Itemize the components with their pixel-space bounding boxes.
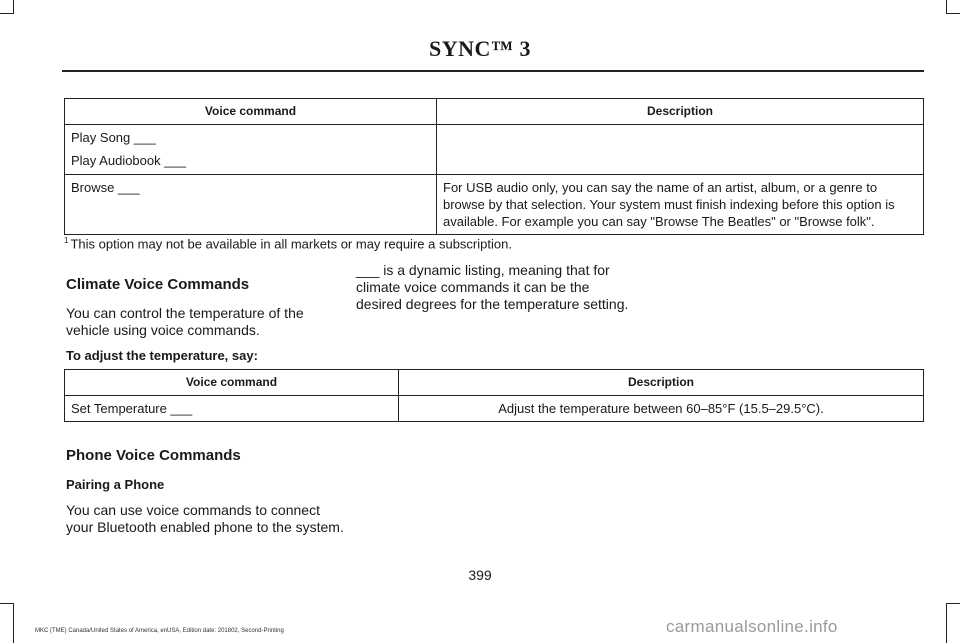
edition-footer: MKC (TME) Canada/United States of America, enUSA, Edition date: 201802, Second-Printing (35, 628, 284, 634)
header-divider (62, 70, 924, 72)
subheading-pairing-phone: Pairing a Phone (66, 477, 165, 492)
section-heading-climate: Climate Voice Commands (66, 276, 250, 293)
crop-mark-top-right (946, 0, 960, 14)
crop-mark-bottom-right (946, 603, 960, 643)
climate-intro (66, 305, 304, 339)
voice-commands-table (64, 98, 924, 235)
climate-dynamic-listing-note (356, 262, 628, 313)
page-title: SYNC™ 3 (429, 36, 531, 61)
column-header-voice-command: Voice command (65, 370, 399, 396)
section-heading-phone: Phone Voice Commands (66, 447, 241, 464)
paragraph-line: You can control the temperature of the (66, 305, 304, 321)
command-play-audiobook: Play Audiobook ___ (71, 153, 186, 168)
column-header-description: Description (437, 99, 924, 125)
temperature-commands-table (64, 369, 924, 422)
watermark: carmanualsonline.info (666, 617, 838, 636)
paragraph-line: climate voice commands it can be the (356, 279, 590, 295)
table-row (65, 175, 924, 235)
paragraph-line: vehicle using voice commands. (66, 322, 260, 338)
footnote (64, 236, 512, 251)
table-row (65, 125, 924, 175)
description-cell: For USB audio only, you can say the name of an artist, album, or a genre to browse by that selection. Your system must finish indexing before this option is available. For example you can say "Browse The Beatles" or "Browse folk". (437, 175, 924, 235)
paragraph-line: You can use voice commands to connect (66, 502, 320, 518)
description-cell (437, 125, 924, 175)
page-number: 399 (468, 567, 492, 583)
footnote-text: This option may not be available in all markets or may require a subscription. (70, 236, 512, 252)
command-play-song: Play Song ___ (71, 130, 156, 145)
paragraph-line: ___ is a dynamic listing, meaning that for (356, 262, 610, 278)
temperature-instruction: To adjust the temperature, say: (66, 348, 258, 363)
crop-mark-top-left (0, 0, 14, 14)
column-header-voice-command: Voice command (65, 99, 437, 125)
command-cell (65, 125, 437, 175)
description-cell: Adjust the temperature between 60–85°F (15.5–29.5°C). (399, 396, 924, 422)
paragraph-line: desired degrees for the temperature setting. (356, 296, 629, 312)
crop-mark-bottom-left (0, 603, 14, 643)
command-cell (65, 175, 437, 235)
command-browse: Browse ___ (71, 180, 140, 195)
footnote-marker: 1 (64, 236, 69, 245)
paragraph-line: your Bluetooth enabled phone to the system. (66, 519, 344, 535)
command-cell: Set Temperature ___ (65, 396, 399, 422)
table-header-row (65, 99, 924, 125)
phone-pairing-text (66, 502, 344, 536)
table-header-row (65, 370, 924, 396)
column-header-description: Description (399, 370, 924, 396)
table-row (65, 396, 924, 422)
